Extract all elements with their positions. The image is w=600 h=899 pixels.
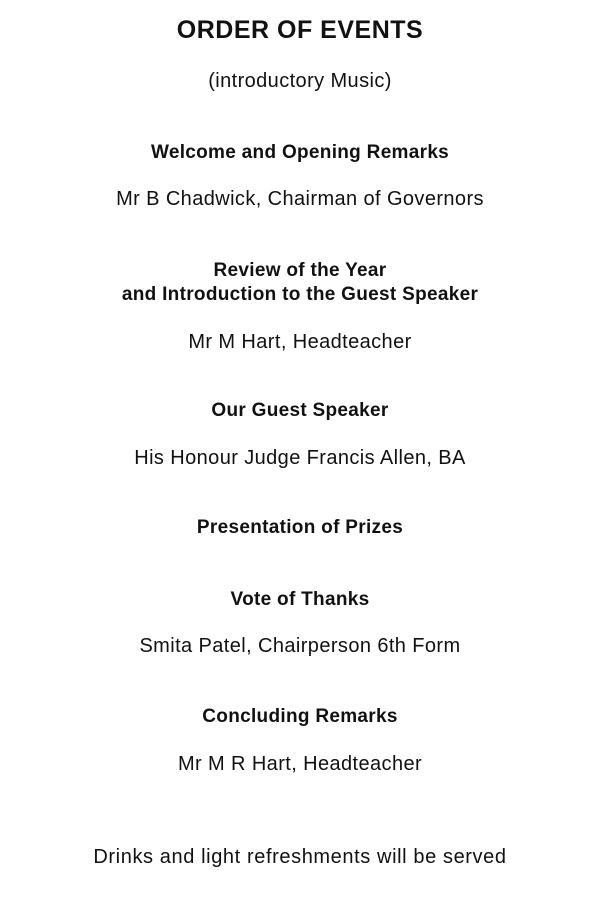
event-speaker-welcome: Mr B Chadwick, Chairman of Governors [116, 188, 484, 210]
event-speaker-vote-of-thanks: Smita Patel, Chairperson 6th Form [139, 635, 461, 657]
event-heading-welcome: Welcome and Opening Remarks [150, 142, 450, 163]
event-heading-concluding: Concluding Remarks [202, 706, 398, 727]
event-heading-review-line2: and Introduction to the Guest Speaker [121, 284, 479, 305]
event-speaker-guest-speaker: His Honour Judge Francis Allen, BA [134, 447, 466, 469]
event-speaker-review: Mr M Hart, Headteacher [188, 331, 412, 353]
event-heading-vote-of-thanks: Vote of Thanks [230, 589, 370, 610]
refreshments-note: Drinks and light refreshments will be served [93, 846, 507, 868]
event-heading-review-line1: Review of the Year [213, 260, 387, 281]
intro-music: (introductory Music) [208, 70, 392, 92]
event-heading-guest-speaker: Our Guest Speaker [211, 400, 389, 421]
event-speaker-concluding: Mr M R Hart, Headteacher [177, 753, 423, 775]
page-title: ORDER OF EVENTS [176, 16, 424, 44]
event-heading-prizes: Presentation of Prizes [196, 517, 404, 538]
